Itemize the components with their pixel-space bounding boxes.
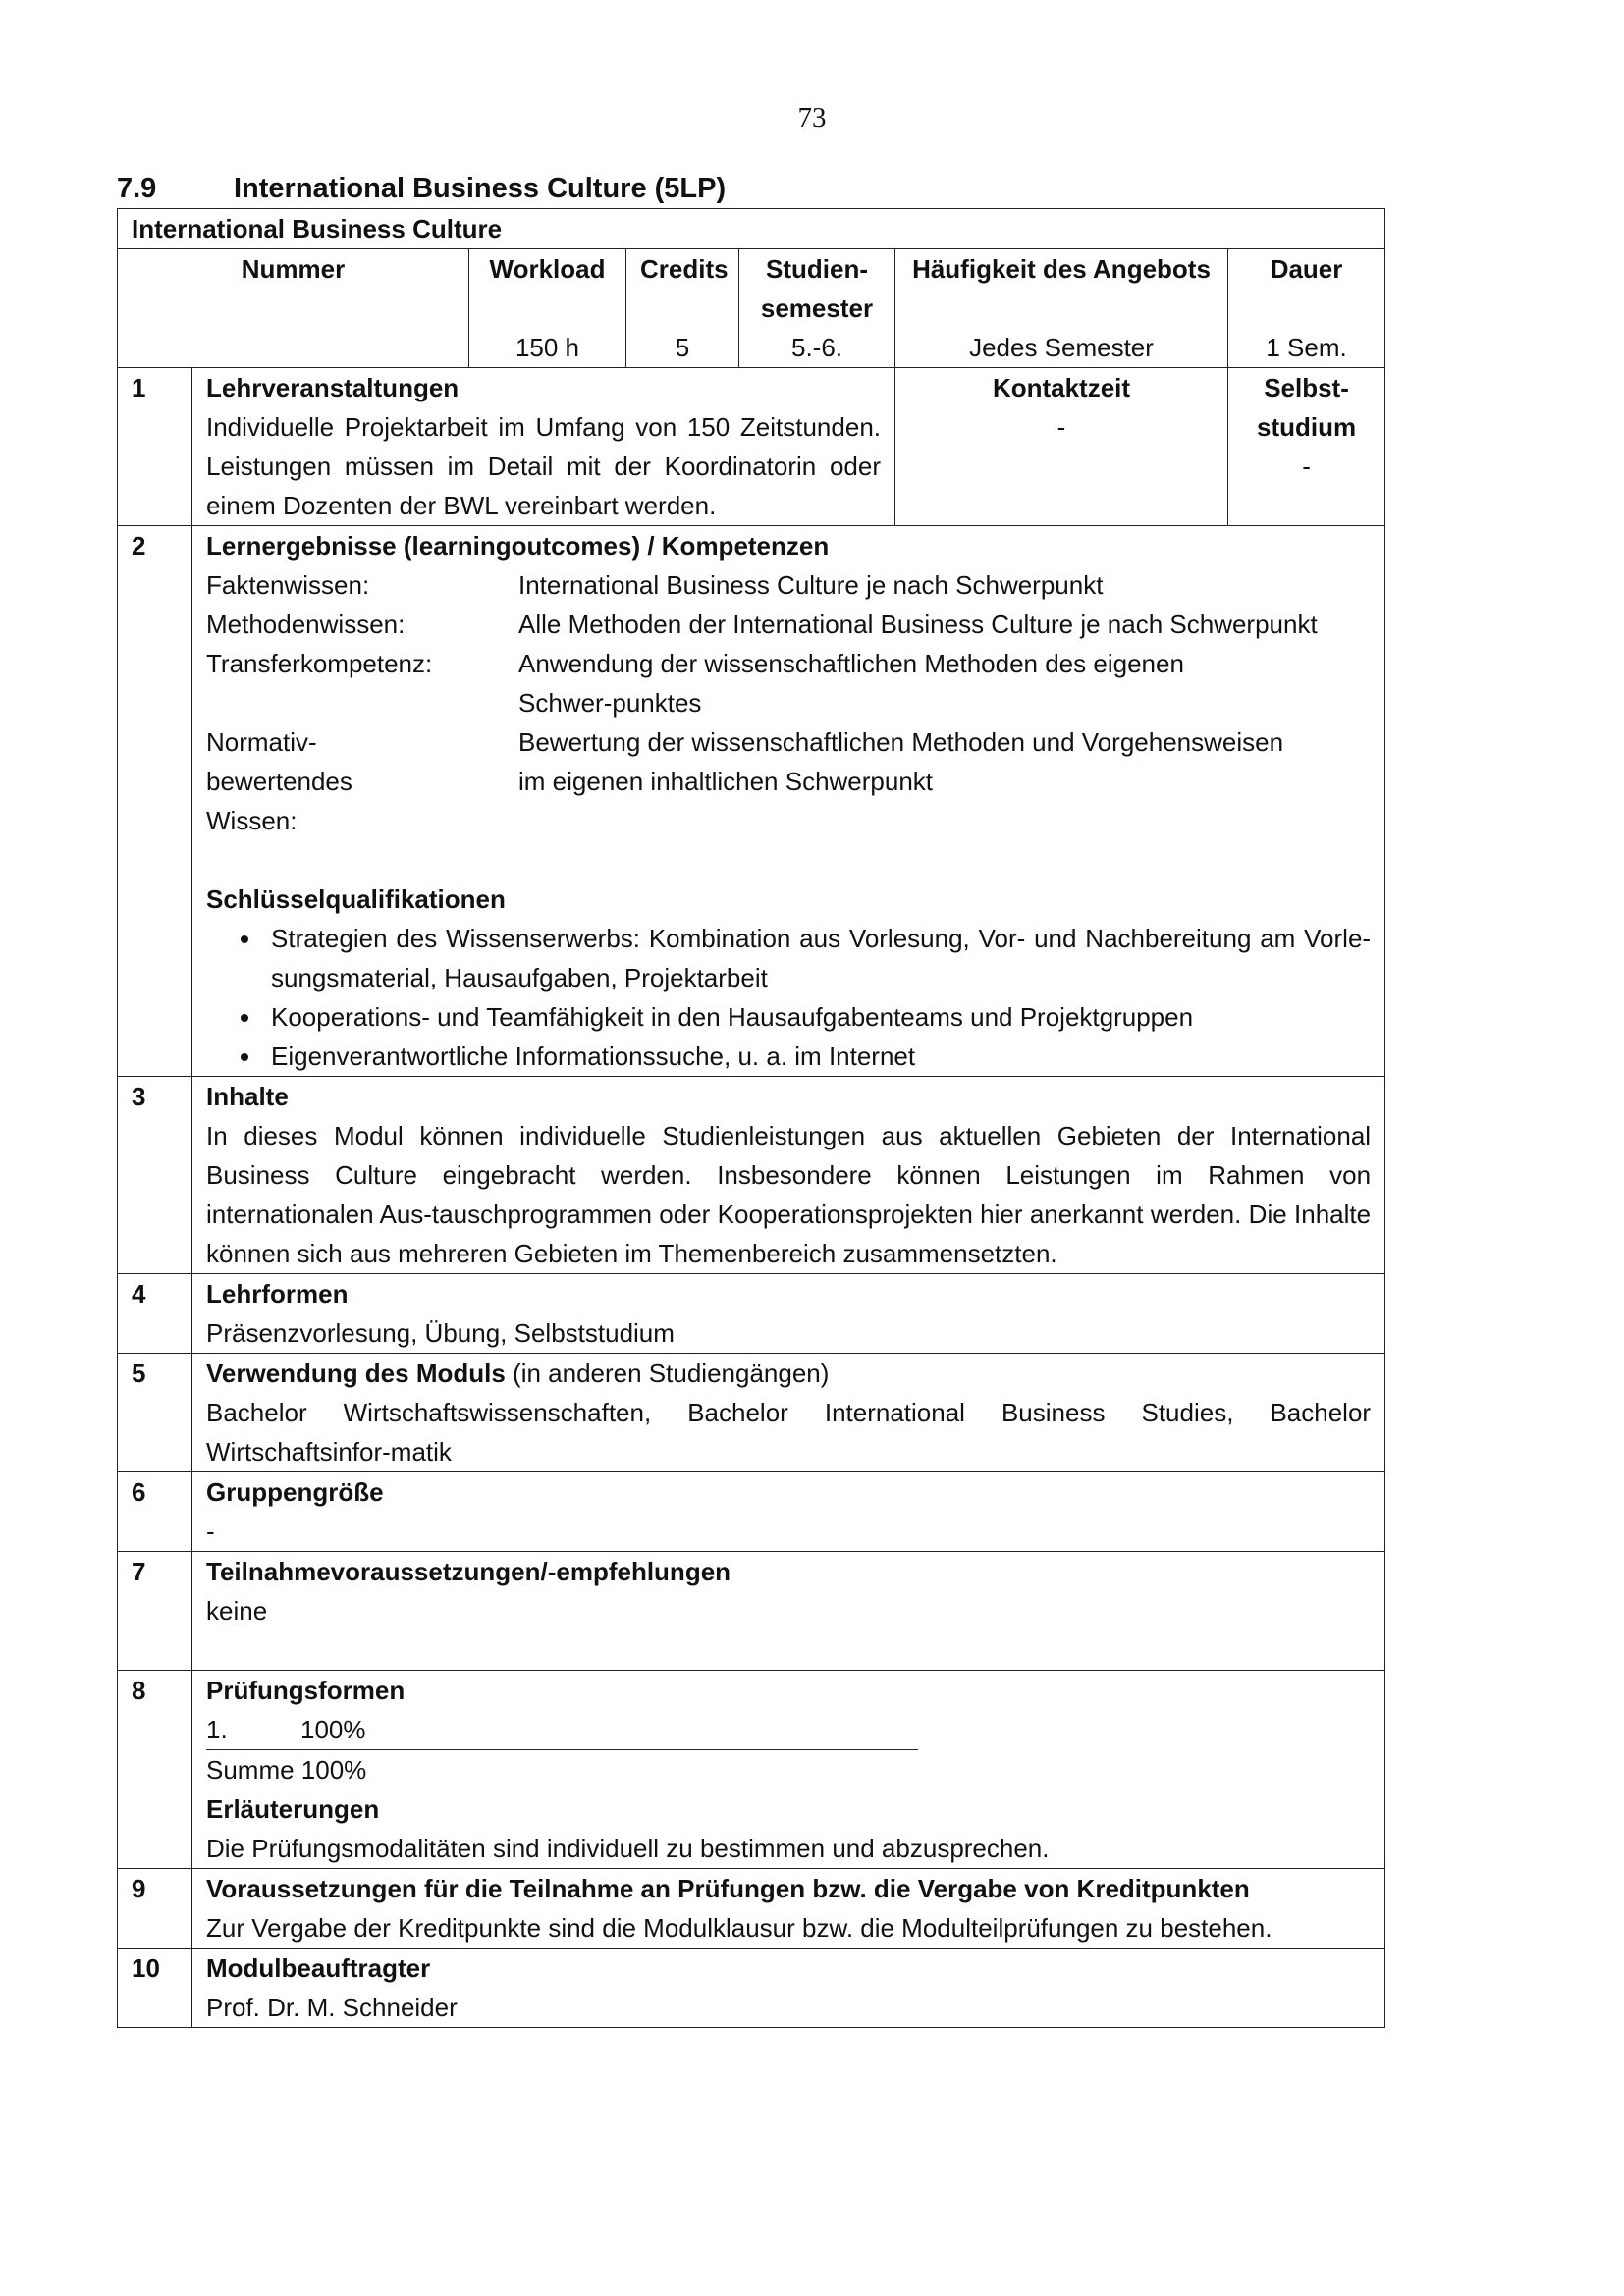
row-5-title <box>206 1354 1371 1393</box>
row-number: 4 <box>118 1274 192 1354</box>
row-9-title: Voraussetzungen für die Teilnahme an Prüfungen bzw. die Vergabe von Kreditpunkten <box>206 1874 1250 1903</box>
module-header-row <box>118 249 1385 368</box>
competence-value: International Business Culture je nach Schwerpunkt <box>518 570 1104 600</box>
row-number: 3 <box>118 1077 192 1274</box>
row-8 <box>118 1671 1385 1869</box>
row-1-title: Lehrveranstaltungen <box>206 373 460 402</box>
list-item: • Kooperations- und Teamfähigkeit in den Hausaufgabenteams und Projektgruppen <box>263 997 1371 1037</box>
row-7-content <box>192 1552 1385 1671</box>
header-frequency <box>895 249 1228 368</box>
row-2-title-sep: / <box>640 531 662 561</box>
workload-value: 150 h <box>514 333 580 362</box>
row-number: 5 <box>118 1354 192 1472</box>
self-study-header-line1: Selbst- <box>1264 373 1349 402</box>
row-3 <box>118 1077 1385 1274</box>
competence-item <box>206 565 1371 605</box>
row-4-text: Präsenzvorlesung, Übung, Selbststudium <box>206 1318 675 1348</box>
row-number: 8 <box>118 1671 192 1869</box>
row-2-title-part1: Lernergebnisse (learningoutcomes) <box>206 531 641 561</box>
exam-form-line <box>206 1710 1371 1749</box>
competence-item <box>206 722 1371 840</box>
row-2-title <box>206 526 1371 565</box>
row-5-title-bold: Verwendung des Moduls <box>206 1359 506 1388</box>
row-10-content <box>192 1949 1385 2028</box>
row-5-content <box>192 1354 1385 1472</box>
module-table <box>117 208 1385 2028</box>
self-study-value: - <box>1302 452 1311 481</box>
competence-value: Alle Methoden der International Business Culture je nach Schwerpunkt <box>518 610 1318 639</box>
row-number: 10 <box>118 1949 192 2028</box>
competence-item <box>206 644 1371 722</box>
header-semester-line2: semester <box>760 294 874 323</box>
header-credits <box>626 249 739 368</box>
row-4-title: Lehrformen <box>206 1279 349 1308</box>
self-study-header-line2: studium <box>1256 412 1357 442</box>
header-credits-label: Credits <box>640 254 729 284</box>
contact-cell <box>895 368 1228 526</box>
row-9-content <box>192 1869 1385 1949</box>
competence-value: Bewertung der wissenschaftlichen Methoden und Vorgehensweisen im eigenen inhaltlichen Schwerpunkt <box>518 727 1284 796</box>
row-8-content <box>192 1671 1385 1869</box>
header-workload-label: Workload <box>489 254 606 284</box>
row-8-title: Prüfungsformen <box>206 1676 406 1705</box>
row-10 <box>118 1949 1385 2028</box>
semester-value: 5.-6. <box>790 333 843 362</box>
competence-label: Normativ-bewertendes Wissen: <box>206 727 352 835</box>
row-2-title-part2: Kompetenzen <box>661 531 830 561</box>
row-6-content <box>192 1472 1385 1552</box>
exam-sum: Summe 100% <box>206 1755 367 1785</box>
row-7-text: keine <box>206 1596 268 1626</box>
self-study-cell <box>1228 368 1385 526</box>
row-2 <box>118 526 1385 1077</box>
header-nummer-label: Nummer <box>241 254 346 284</box>
row-number: 6 <box>118 1472 192 1552</box>
key-qualifications-list <box>206 919 1371 1076</box>
row-3-text: In dieses Modul können individuelle Studienleistungen aus aktuellen Gebieten der International Business Culture eingebracht werden. Insbesondere können Leistungen im Rahmen von internationalen Aus-tauschprogrammen oder Kooperationsprojekten hier anerkannt werden. Die Inhalte können sich aus mehreren Gebieten im Themenbereich zusammensetzten. <box>206 1121 1372 1268</box>
section-heading <box>117 173 726 205</box>
row-number: 7 <box>118 1552 192 1671</box>
row-10-text: Prof. Dr. M. Schneider <box>206 1993 458 2022</box>
competence-value: Anwendung der wissenschaftlichen Methoden des eigenen Schwer-punktes <box>518 649 1184 718</box>
header-duration <box>1228 249 1385 368</box>
key-qualifications-title: Schlüsselqualifikationen <box>206 884 506 914</box>
row-number: 9 <box>118 1869 192 1949</box>
header-nummer <box>118 249 469 368</box>
competence-item <box>206 605 1371 644</box>
header-duration-label: Dauer <box>1270 254 1343 284</box>
section-title: International Business Culture (5LP) <box>234 173 727 204</box>
row-1 <box>118 368 1385 526</box>
row-2-content <box>192 526 1385 1077</box>
row-3-content <box>192 1077 1385 1274</box>
competence-label: Methodenwissen: <box>206 610 406 639</box>
notes-text: Die Prüfungsmodalitäten sind individuell zu bestimmen und abzusprechen. <box>206 1834 1050 1863</box>
header-semester <box>739 249 895 368</box>
module-title: International Business Culture <box>118 209 1385 249</box>
header-frequency-label: Häufigkeit des Angebots <box>912 254 1211 284</box>
row-number: 1 <box>118 368 192 526</box>
row-3-title: Inhalte <box>206 1082 289 1111</box>
page-number: 73 <box>797 102 827 133</box>
list-item: • Eigenverantwortliche Informationssuche, u. a. im Internet <box>263 1037 1371 1076</box>
competence-label: Transferkompetenz: <box>206 649 433 678</box>
exam-form-number: 1. <box>206 1715 228 1744</box>
list-item: • Strategien des Wissenserwerbs: Kombination aus Vorlesung, Vor- und Nachbereitung am Vorle-sungsmaterial, Hausaufgaben, Projektarbeit <box>263 919 1371 997</box>
row-6-text: - <box>206 1517 215 1546</box>
competence-label: Faktenwissen: <box>206 570 370 600</box>
row-5-title-suffix: (in anderen Studiengängen) <box>505 1359 830 1388</box>
section-number: 7.9 <box>117 173 157 204</box>
row-10-title: Modulbeauftragter <box>206 1953 431 1983</box>
row-1-text: Individuelle Projektarbeit im Umfang von 150 Zeitstunden. Leistungen müssen im Detail mit der Koordinatorin oder einem Dozenten der BWL vereinbart werden. <box>206 412 881 520</box>
frequency-value: Jedes Semester <box>969 333 1154 362</box>
module-title-row <box>118 209 1385 249</box>
notes-title: Erläuterungen <box>206 1794 380 1824</box>
header-semester-line1: Studien- <box>766 254 868 284</box>
duration-value: 1 Sem. <box>1266 333 1347 362</box>
exam-form-percent: 100% <box>300 1715 366 1744</box>
row-7-title: Teilnahmevoraussetzungen/-empfehlungen <box>206 1557 731 1586</box>
row-5-text: Bachelor Wirtschaftswissenschaften, Bachelor International Business Studies, Bachelor Wirtschaftsinfor-matik <box>206 1398 1372 1467</box>
row-9-text: Zur Vergabe der Kreditpunkte sind die Modulklausur bzw. die Modulteilprüfungen zu bestehen. <box>206 1913 1272 1943</box>
row-4 <box>118 1274 1385 1354</box>
row-number: 2 <box>118 526 192 1077</box>
row-4-content <box>192 1274 1385 1354</box>
contact-header: Kontaktzeit <box>992 373 1131 402</box>
row-1-content <box>192 368 895 526</box>
row-5 <box>118 1354 1385 1472</box>
header-workload <box>469 249 626 368</box>
row-9 <box>118 1869 1385 1949</box>
row-6 <box>118 1472 1385 1552</box>
contact-value: - <box>1056 412 1066 442</box>
credits-value: 5 <box>675 333 690 362</box>
row-6-title: Gruppengröße <box>206 1477 384 1507</box>
row-7 <box>118 1552 1385 1671</box>
